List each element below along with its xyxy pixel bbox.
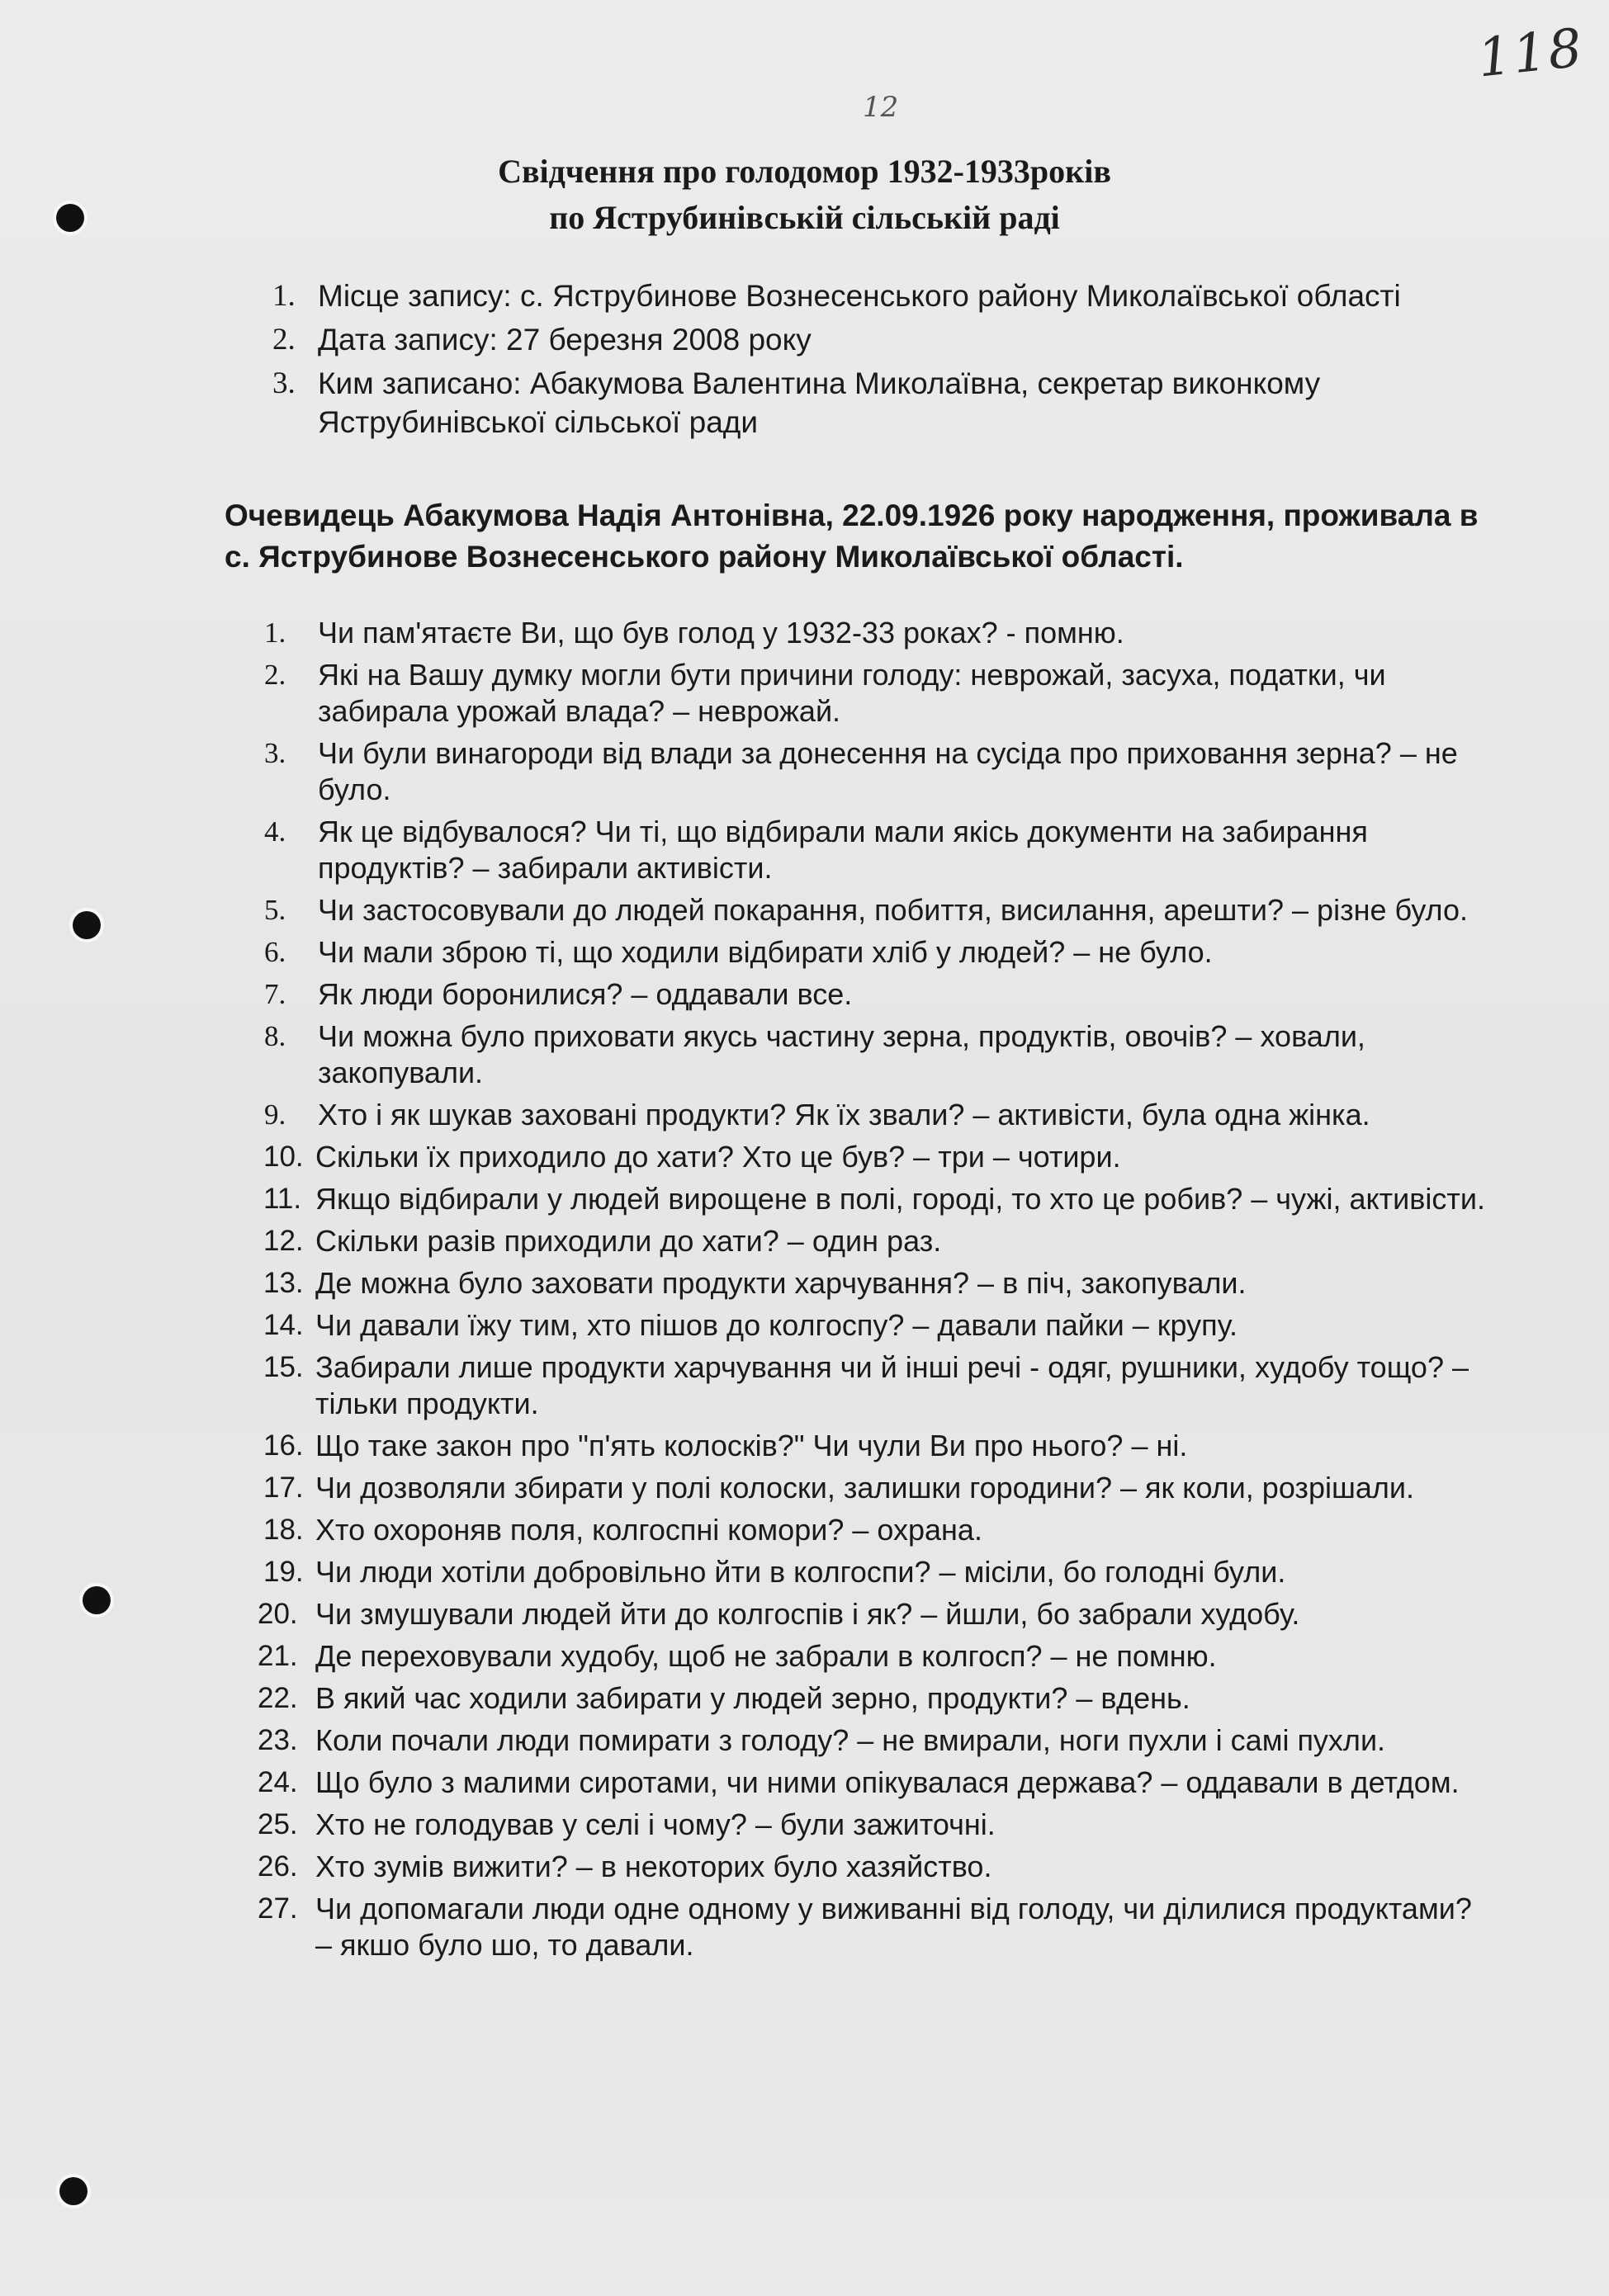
question-text: Скільки їх приходило до хати? Хто це був? – три – чотири. — [315, 1140, 1121, 1174]
document-title-line-2: по Яструбинівській сільській раді — [549, 199, 1060, 236]
question-item — [264, 615, 1494, 651]
question-text: Хто охороняв поля, колгоспні комори? – охрана. — [315, 1513, 982, 1547]
metadata-item — [272, 276, 1478, 315]
question-item — [264, 814, 1494, 886]
question-item — [258, 1807, 1494, 1843]
record-metadata-list — [272, 276, 1478, 446]
question-number: 1. — [264, 617, 286, 649]
question-number: 6. — [264, 936, 286, 968]
question-number: 17. — [263, 1472, 304, 1504]
question-number: 25. — [258, 1808, 298, 1840]
question-text: Хто зумів вижити? – в некоторих було хазяйство. — [315, 1850, 992, 1883]
question-number: 10. — [263, 1141, 304, 1173]
question-number: 13. — [263, 1267, 304, 1299]
question-text: Хто не голодував у селі і чому? – були зажиточні. — [315, 1807, 996, 1841]
question-item — [264, 934, 1494, 971]
question-item — [264, 1139, 1494, 1175]
question-text: Як це відбувалося? Чи ті, що відбирали мали якісь документи на забирання продуктів? – забирали активісти. — [318, 815, 1368, 885]
question-item — [258, 1849, 1494, 1885]
question-item — [264, 735, 1494, 808]
question-text: Чи допомагали люди одне одному у виживанні від голоду, чи ділилися продуктами? – якшо було шо, то давали. — [315, 1892, 1472, 1962]
metadata-number: 1. — [272, 279, 296, 313]
question-number: 4. — [264, 815, 286, 848]
question-item — [258, 1680, 1494, 1717]
question-number: 16. — [263, 1429, 304, 1462]
question-text: Якщо відбирали у людей вирощене в полі, городі, то хто це робив? – чужі, активісти. — [315, 1182, 1485, 1216]
question-text: Коли почали люди помирати з голоду? – не вмирали, ноги пухли і самі пухли. — [315, 1723, 1386, 1757]
question-text: Що таке закон про "п'ять колосків?" Чи чули Ви про нього? – ні. — [315, 1429, 1188, 1462]
question-number: 22. — [258, 1682, 298, 1714]
question-item — [264, 1307, 1494, 1344]
question-item — [258, 1765, 1494, 1801]
question-number: 15. — [263, 1351, 304, 1383]
question-text: Чи були винагороди від влади за донесення на сусіда про приховання зерна? – не було. — [318, 736, 1458, 806]
question-item — [264, 1428, 1494, 1464]
question-number: 7. — [264, 978, 286, 1010]
question-text: Чи люди хотіли добровільно йти в колгоспи? – місіли, бо голодні були. — [315, 1555, 1286, 1589]
question-text: Що було з малими сиротами, чи ними опікувалася держава? – оддавали в детдом. — [315, 1765, 1460, 1799]
question-item — [258, 1891, 1494, 1963]
question-item — [264, 1018, 1494, 1091]
question-number: 3. — [264, 737, 286, 769]
question-item — [264, 1223, 1494, 1259]
metadata-item — [272, 364, 1478, 442]
question-item — [264, 1349, 1494, 1422]
punch-hole — [83, 1586, 111, 1614]
question-number: 14. — [263, 1309, 304, 1341]
question-text: Які на Вашу думку могли бути причини голоду: неврожай, засуха, податки, чи забирала урожай влада? – неврожай. — [318, 658, 1386, 728]
metadata-item — [272, 320, 1478, 359]
question-number: 9. — [264, 1098, 286, 1131]
question-item — [264, 976, 1494, 1013]
question-number: 19. — [263, 1556, 304, 1588]
question-number: 24. — [258, 1766, 298, 1798]
metadata-number: 2. — [272, 323, 296, 357]
question-text: Чи давали їжу тим, хто пішов до колгоспу? – давали пайки – крупу. — [315, 1308, 1238, 1342]
question-item — [258, 1722, 1494, 1759]
metadata-text: Дата запису: 27 березня 2008 року — [318, 323, 812, 357]
question-number: 26. — [258, 1850, 298, 1883]
question-number: 18. — [263, 1514, 304, 1546]
question-item — [264, 1554, 1494, 1590]
questions-list — [258, 615, 1494, 1969]
question-item — [264, 657, 1494, 730]
metadata-text: Ким записано: Абакумова Валентина Миколаївна, секретар виконкому Яструбинівської сільської ради — [318, 366, 1321, 439]
question-text: Хто і як шукав заховані продукти? Як їх звали? – активісти, була одна жінка. — [318, 1098, 1370, 1131]
question-number: 23. — [258, 1724, 298, 1756]
archive-page-number: 118 — [1474, 17, 1587, 90]
question-number: 21. — [258, 1640, 298, 1672]
question-item — [264, 892, 1494, 928]
metadata-text: Місце запису: с. Яструбинове Вознесенського району Миколаївської області — [318, 279, 1401, 313]
question-number: 27. — [258, 1892, 298, 1925]
question-number: 2. — [264, 659, 286, 691]
question-number: 8. — [264, 1020, 286, 1052]
question-text: Чи пам'ятаєте Ви, що був голод у 1932-33 роках? - помню. — [318, 616, 1124, 650]
question-text: В який час ходили забирати у людей зерно, продукти? – вдень. — [315, 1681, 1190, 1715]
punch-hole — [59, 2177, 88, 2205]
metadata-number: 3. — [272, 366, 296, 400]
question-number: 20. — [258, 1598, 298, 1630]
question-text: Чи мали зброю ті, що ходили відбирати хліб у людей? – не було. — [318, 935, 1213, 969]
question-item — [264, 1265, 1494, 1302]
document-title-line-1: Свідчення про голодомор 1932-1933років — [498, 153, 1111, 190]
punch-hole — [73, 911, 101, 939]
question-text: Де можна було заховати продукти харчування? – в піч, закопували. — [315, 1266, 1247, 1300]
page-number: 12 — [863, 91, 899, 124]
question-text: Де переховували худобу, щоб не забрали в колгосп? – не помню. — [315, 1639, 1217, 1673]
question-text: Забирали лише продукти харчування чи й інші речі - одяг, рушники, худобу тощо? – тільки продукти. — [315, 1350, 1469, 1420]
question-item — [258, 1596, 1494, 1632]
question-item — [264, 1097, 1494, 1133]
question-item — [264, 1470, 1494, 1506]
question-text: Чи змушували людей йти до колгоспів і як? – йшли, бо забрали худобу. — [315, 1597, 1300, 1631]
question-number: 11. — [263, 1183, 302, 1215]
question-text: Скільки разів приходили до хати? – один раз. — [315, 1224, 942, 1258]
question-number: 5. — [264, 894, 286, 926]
question-text: Чи дозволяли збирати у полі колоски, залишки городини? – як коли, розрішали. — [315, 1471, 1414, 1505]
question-item — [264, 1512, 1494, 1548]
question-text: Чи можна було приховати якусь частину зерна, продуктів, овочів? – ховали, закопували. — [318, 1019, 1365, 1089]
question-item — [264, 1181, 1494, 1217]
question-text: Чи застосовували до людей покарання, побиття, висилання, арешти? – різне було. — [318, 893, 1468, 927]
question-text: Як люди боронилися? – оддавали все. — [318, 977, 853, 1011]
question-item — [258, 1638, 1494, 1675]
question-number: 12. — [263, 1225, 304, 1257]
witness-info: Очевидець Абакумова Надія Антонівна, 22.09.1926 року народження, проживала в с. Яструбинове Вознесенського району Миколаївської області. — [225, 498, 1479, 574]
